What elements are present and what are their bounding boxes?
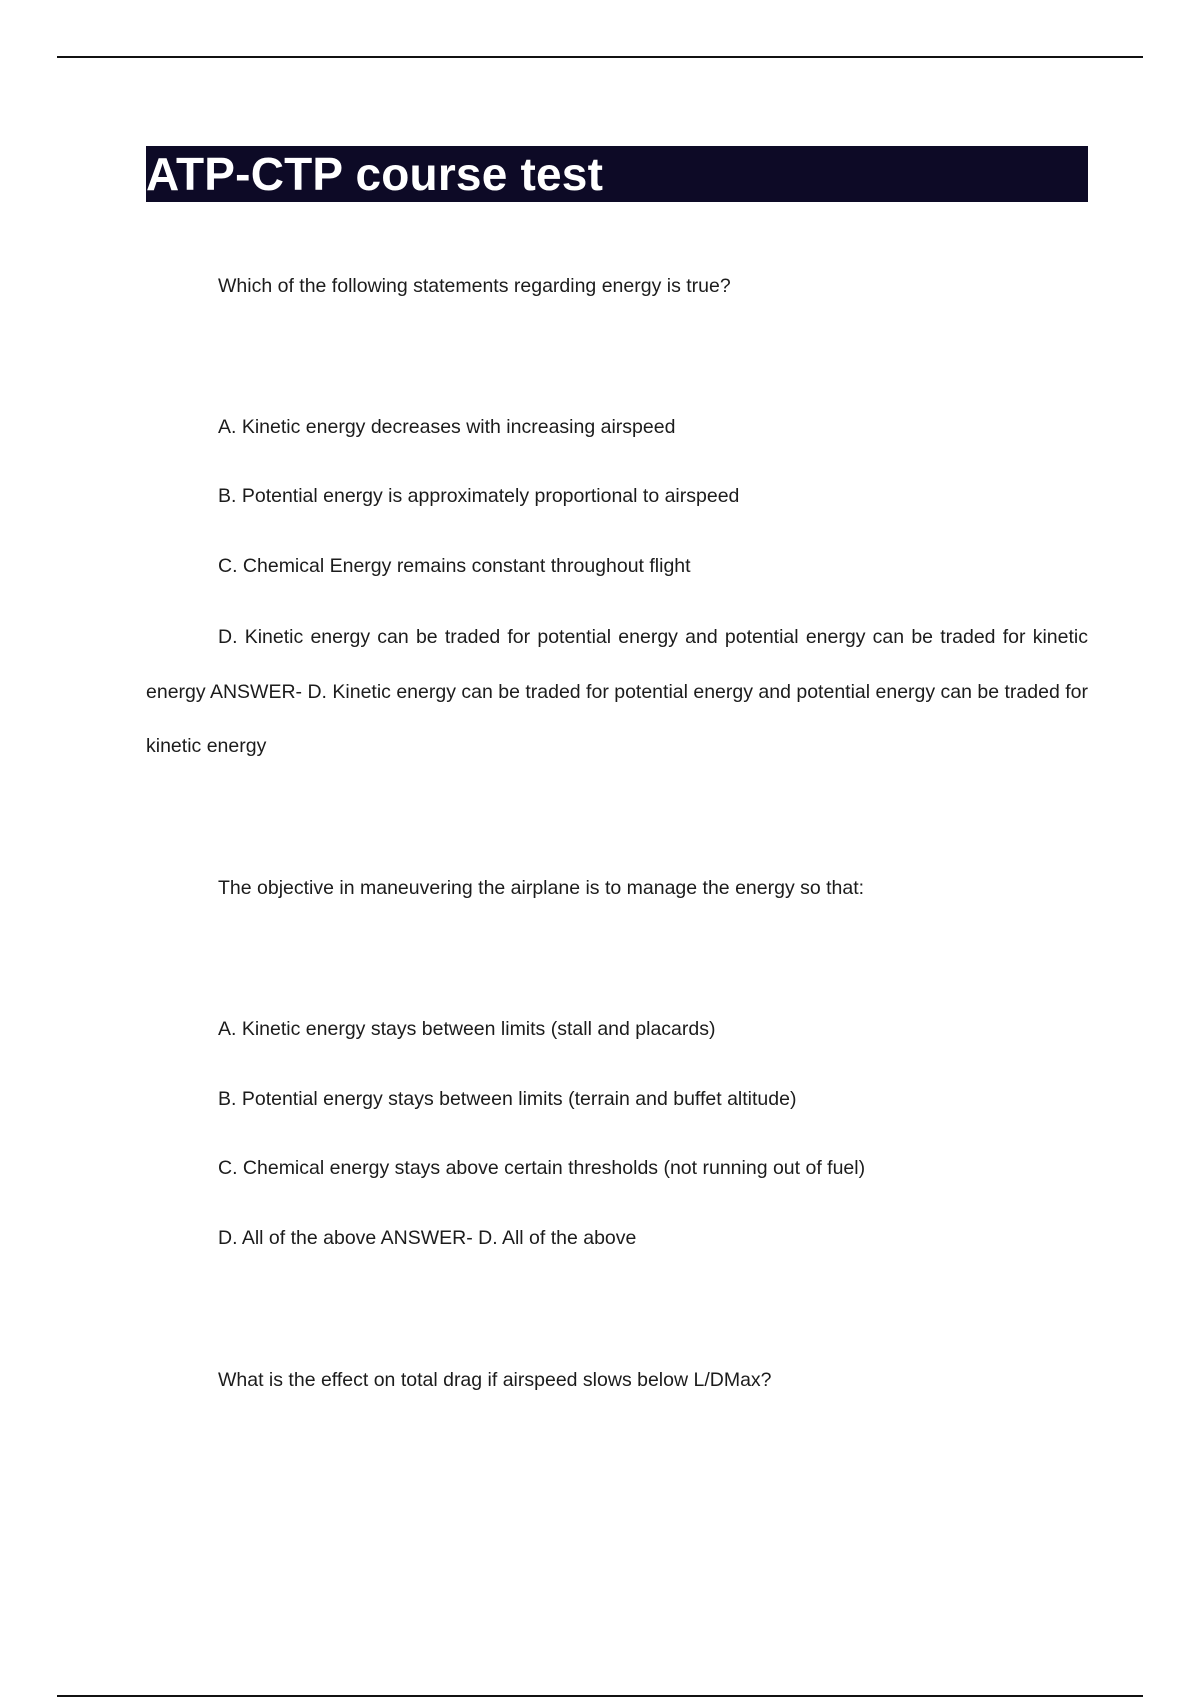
bottom-page-rule: [57, 1695, 1143, 1697]
title-banner: [146, 146, 1088, 202]
document-title: ATP-CTP course test: [146, 148, 604, 200]
question-1-option-b: B. Potential energy is approximately proportional to airspeed: [218, 485, 740, 507]
top-page-rule: [57, 56, 1143, 58]
question-2-option-d-answer: D. All of the above ANSWER- D. All of the above: [218, 1227, 637, 1249]
question-1-prompt: Which of the following statements regarding energy is true?: [218, 275, 731, 297]
question-1-option-d-answer: D. Kinetic energy can be traded for potential energy and potential energy can be traded for kinetic energy ANSWER- D. Kinetic energy can be traded for potential energy and potential energy can be traded for kinetic energy: [146, 626, 1088, 757]
question-2-option-c: C. Chemical energy stays above certain thresholds (not running out of fuel): [218, 1157, 866, 1179]
question-2-option-b: B. Potential energy stays between limits (terrain and buffet altitude): [218, 1088, 797, 1110]
question-2-prompt: The objective in maneuvering the airplane is to manage the energy so that:: [218, 877, 865, 899]
question-1-option-c: C. Chemical Energy remains constant throughout flight: [218, 555, 691, 577]
question-3-prompt: What is the effect on total drag if airspeed slows below L/DMax?: [218, 1369, 772, 1391]
question-1-option-a: A. Kinetic energy decreases with increasing airspeed: [218, 416, 676, 438]
question-2-option-a: A. Kinetic energy stays between limits (stall and placards): [218, 1018, 716, 1040]
